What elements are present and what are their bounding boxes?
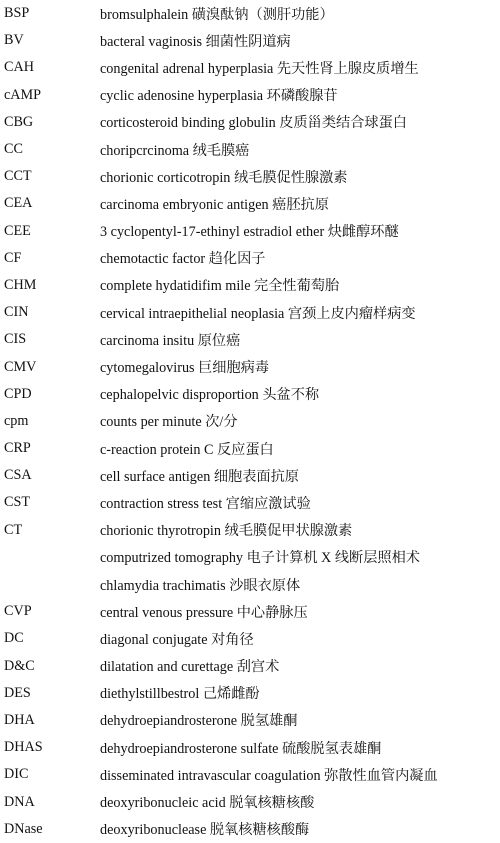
definition: cervical intraepithelial neoplasia 宫颈上皮内瘤样病变 [100,305,416,322]
abbreviation: DHA [4,711,35,728]
definition: carcinoma insitu 原位癌 [100,332,241,349]
glossary-entry [0,272,500,299]
abbreviation: CMV [4,358,37,375]
abbreviation: CF [4,249,22,266]
glossary-entry [0,218,500,245]
definition: cell surface antigen 细胞表面抗原 [100,468,299,485]
abbreviation: DNA [4,793,35,810]
definition: bromsulphalein 磺溴酞钠（测肝功能） [100,6,334,23]
abbreviation: DIC [4,766,29,783]
glossary-entry [0,816,500,843]
definition: dilatation and curettage 刮宫术 [100,659,280,676]
abbreviation: CEA [4,195,33,212]
glossary-entry [0,353,500,380]
glossary-entry [0,707,500,734]
definition: chlamydia trachimatis 沙眼衣原体 [100,577,301,594]
glossary-entry [0,435,500,462]
definition: diagonal conjugate 对角径 [100,631,254,648]
glossary-entry [0,571,500,598]
definition: complete hydatidifim mile 完全性葡萄胎 [100,278,340,295]
abbreviation: DNase [4,820,43,837]
glossary-entry [0,54,500,81]
definition: central venous pressure 中心静脉压 [100,604,308,621]
glossary-entry [0,381,500,408]
glossary-entry [0,544,500,571]
definition: chemotactic factor 趋化因子 [100,251,266,268]
glossary-entry [0,517,500,544]
definition: counts per minute 次/分 [100,414,238,431]
abbreviation: CHM [4,276,37,293]
abbreviation: BSP [4,5,30,22]
definition: 3 cyclopentyl-17-ethinyl estradiol ether 炔雌醇环醚 [100,224,399,241]
abbreviation: D&C [4,657,35,674]
glossary-entry [0,788,500,815]
glossary-entry [0,598,500,625]
definition: cyclic adenosine hyperplasia 环磷酸腺苷 [100,88,338,105]
definition: chorionic thyrotropin 绒毛膜促甲状腺激素 [100,523,353,540]
glossary-entry [0,27,500,54]
glossary-entry [0,326,500,353]
abbreviation: CAH [4,59,34,76]
definition: carcinoma embryonic antigen 癌胚抗原 [100,196,329,213]
abbreviation: BV [4,32,24,49]
definition: chorionic corticotropin 绒毛膜促性腺激素 [100,169,348,186]
definition: cephalopelvic disproportion 头盆不称 [100,387,320,404]
definition: deoxyribonucleic acid 脱氧核糖核酸 [100,795,315,812]
glossary-entry [0,163,500,190]
glossary-entry [0,653,500,680]
abbreviation: DES [4,684,31,701]
abbreviation: CCT [4,168,32,185]
glossary-entry [0,82,500,109]
abbreviation: CPD [4,385,32,402]
glossary-entry [0,680,500,707]
abbreviation: CRP [4,440,31,457]
definition: cytomegalovirus 巨细胞病毒 [100,360,270,377]
definition: disseminated intravascular coagulation 弥散性血管内凝血 [100,767,438,784]
glossary-entry [0,190,500,217]
glossary-entry [0,489,500,516]
abbreviation: DHAS [4,739,43,756]
glossary-entry [0,299,500,326]
definition: contraction stress test 宫缩应激试验 [100,495,311,512]
definition: choripcrcinoma 绒毛膜癌 [100,142,250,159]
abbreviation: CBG [4,113,34,130]
abbreviation: CVP [4,603,32,620]
abbreviation: CEE [4,222,31,239]
abbreviation: CIN [4,304,29,321]
definition: corticosteroid binding globulin 皮质甾类结合球蛋白 [100,115,407,132]
glossary-entry [0,734,500,761]
definition: dehydroepiandrosterone sulfate 硫酸脱氢表雄酮 [100,740,382,757]
definition: bacteral vaginosis 细菌性阴道病 [100,33,291,50]
glossary-entry [0,0,500,27]
glossary-entry [0,625,500,652]
glossary-entry [0,761,500,788]
definition: c-reaction protein C 反应蛋白 [100,441,274,458]
abbreviation: CSA [4,467,32,484]
definition: diethylstillbestrol 己烯雌酚 [100,686,260,703]
glossary-entry [0,408,500,435]
definition: congenital adrenal hyperplasia 先天性肾上腺皮质增生 [100,60,419,77]
glossary-entry [0,109,500,136]
glossary-entry [0,462,500,489]
definition: dehydroepiandrosterone 脱氢雄酮 [100,713,298,730]
abbreviation: cAMP [4,86,42,103]
abbreviation: DC [4,630,24,647]
abbreviation: cpm [4,412,29,429]
glossary-entry [0,136,500,163]
abbreviation: CC [4,141,23,158]
abbreviation: CST [4,494,31,511]
definition: computrized tomography 电子计算机 X 线断层照相术 [100,550,420,567]
abbreviation: CT [4,521,23,538]
abbreviation: CIS [4,331,27,348]
glossary-entry [0,245,500,272]
definition: deoxyribonuclease 脱氧核糖核酸酶 [100,822,310,839]
